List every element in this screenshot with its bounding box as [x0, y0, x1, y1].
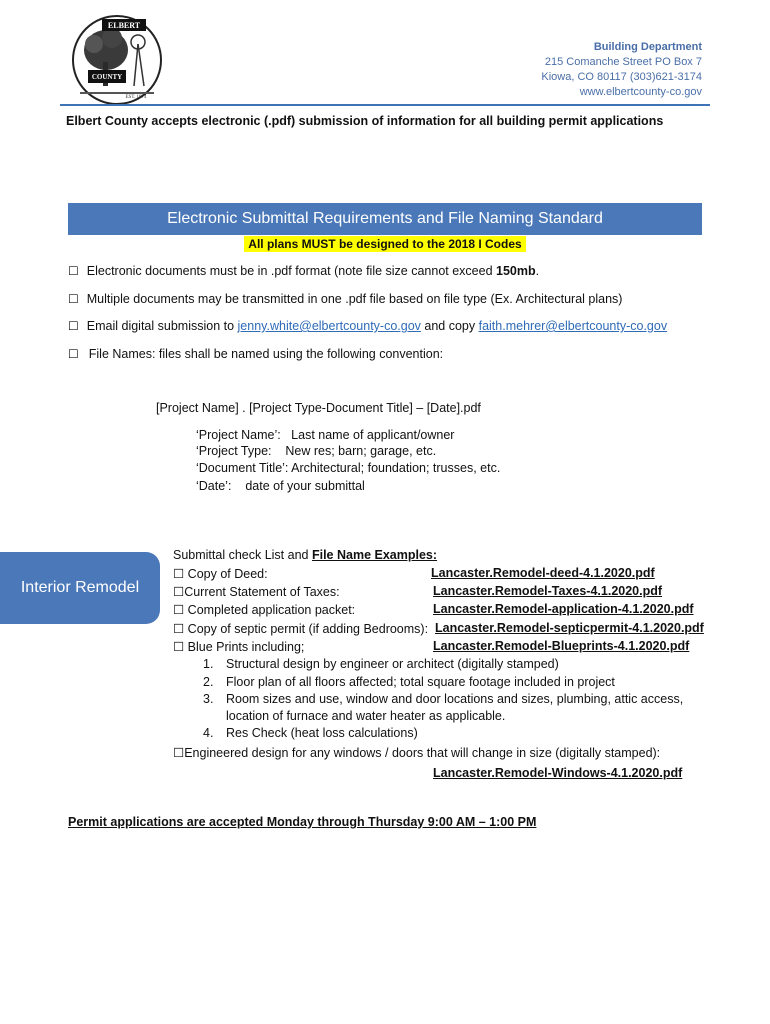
address-block [541, 40, 702, 100]
section-banner: Electronic Submittal Requirements and File Naming Standard [68, 203, 702, 235]
checklist-item-engineered: ☐Engineered design for any windows / doors that will change in size (digitally stamped): [173, 746, 661, 760]
req2-text: Multiple documents may be transmitted in one .pdf file based on file type (Ex. Architectural plans) [86, 292, 623, 306]
blueprint-item-text: Room sizes and use, window and door locations and sizes, plumbing, attic access, [226, 692, 684, 706]
code-notice-wrap [0, 235, 770, 253]
blueprint-item-num: 2. [203, 675, 214, 689]
county-logo [72, 14, 162, 106]
checklist-item-blueprints: ☐ Blue Prints including; [173, 640, 305, 654]
def-document-title: ‘Document Title’: Architectural; foundation; trusses, etc. [196, 461, 501, 475]
checkbox-icon: ☐ [68, 292, 79, 306]
checklist-title-plain: Submittal check List and [173, 548, 312, 562]
req1-end: . [535, 264, 540, 278]
requirement-3 [68, 319, 667, 333]
filename-windows: Lancaster.Remodel-Windows-4.1.2020.pdf [433, 766, 683, 780]
requirement-4 [68, 347, 443, 361]
filename-deed: Lancaster.Remodel-deed-4.1.2020.pdf [431, 566, 655, 580]
filename-application: Lancaster.Remodel-application-4.1.2020.pdf [433, 602, 694, 616]
blueprint-item-text: location of furnace and water heater as applicable. [226, 709, 506, 723]
department-name: Building Department [593, 41, 702, 53]
header-divider [60, 104, 710, 106]
checklist-item-septic: ☐ Copy of septic permit (if adding Bedrooms): [173, 622, 429, 636]
blueprint-item-text: Res Check (heat loss calculations) [226, 726, 418, 740]
def-project-name: ‘Project Name’: Last name of applicant/owner [196, 428, 455, 442]
logo-text-est: EST. 1874 [125, 95, 147, 100]
req3-mid: and copy [420, 319, 479, 333]
blueprint-item-num: 4. [203, 726, 214, 740]
requirement-1 [68, 264, 539, 278]
logo-text-elbert: ELBERT [107, 21, 141, 30]
checklist-item-deed: ☐ Copy of Deed: [173, 567, 268, 581]
email-link-jenny[interactable]: jenny.white@elbertcounty-co.gov [237, 319, 421, 333]
checklist-title [173, 548, 437, 562]
badge-label: Interior Remodel [20, 579, 140, 596]
req1-text: Electronic documents must be in .pdf format (note file size cannot exceed [86, 264, 497, 278]
blueprint-item-text: Floor plan of all floors affected; total square footage included in project [226, 675, 615, 689]
intro-text: Elbert County accepts electronic (.pdf) submission of information for all building permit applications [66, 114, 664, 128]
checkbox-icon: ☐ [68, 264, 79, 278]
req3-text: Email digital submission to [86, 319, 238, 333]
street-address: 215 Comanche Street PO Box 7 [544, 56, 702, 68]
requirement-2 [68, 292, 622, 306]
blueprint-item-num: 3. [203, 692, 214, 706]
office-hours-notice: Permit applications are accepted Monday through Thursday 9:00 AM – 1:00 PM [68, 815, 537, 829]
checkbox-icon: ☐ [68, 347, 79, 361]
filename-taxes: Lancaster.Remodel-Taxes-4.1.2020.pdf [433, 584, 663, 598]
def-project-type: ‘Project Type: New res; barn; garage, etc. [196, 444, 437, 458]
city-phone: Kiowa, CO 80117 (303)621-3174 [541, 71, 702, 83]
blueprint-item-text: Structural design by engineer or architect (digitally stamped) [226, 657, 559, 671]
logo-text-county: COUNTY [91, 73, 123, 81]
naming-pattern: [Project Name] . [Project Type-Document Title] – [Date].pdf [156, 401, 481, 415]
website[interactable]: www.elbertcounty-co.gov [579, 86, 702, 98]
filename-blueprints: Lancaster.Remodel-Blueprints-4.1.2020.pdf [433, 639, 690, 653]
interior-remodel-badge [0, 552, 160, 624]
checklist-title-bold: File Name Examples: [311, 548, 438, 562]
code-notice: All plans MUST be designed to the 2018 I Codes [244, 236, 525, 252]
req4-text: File Names: files shall be named using the following convention: [88, 347, 444, 361]
checklist-item-taxes: ☐Current Statement of Taxes: [173, 585, 340, 599]
def-date: ‘Date’: date of your submittal [196, 479, 365, 493]
filename-septic: Lancaster.Remodel-septicpermit-4.1.2020.pdf [435, 621, 704, 635]
email-link-faith[interactable]: faith.mehrer@elbertcounty-co.gov [478, 319, 668, 333]
req1-size: 150mb [496, 264, 536, 278]
checkbox-icon: ☐ [68, 319, 79, 333]
checklist-item-application: ☐ Completed application packet: [173, 603, 356, 617]
blueprint-item-num: 1. [203, 657, 214, 671]
